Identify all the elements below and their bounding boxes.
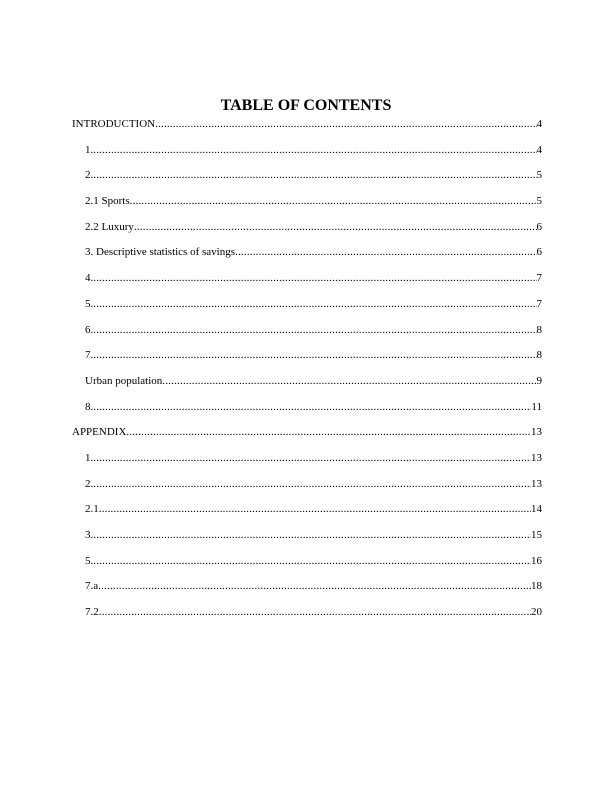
toc-entry-label: 4. xyxy=(85,272,94,285)
toc-page-number: 5 xyxy=(536,195,542,208)
toc-entry-label: 2. xyxy=(85,477,94,490)
toc-page-number: 20 xyxy=(531,606,542,619)
toc-page-number: 13 xyxy=(531,451,542,464)
toc-entry-label: 7.a xyxy=(85,580,99,593)
toc-page-number: 4 xyxy=(536,118,542,130)
toc-page-number: 6 xyxy=(536,246,542,259)
toc-dot-leader xyxy=(93,347,536,363)
toc-dot-leader xyxy=(93,476,531,492)
toc-entry-label: APPENDIX xyxy=(72,426,127,439)
toc-entry[interactable] xyxy=(72,501,542,527)
toc-page-number: 18 xyxy=(531,580,542,593)
toc-page-number: 7 xyxy=(536,297,542,310)
toc-list xyxy=(72,116,542,630)
toc-dot-leader xyxy=(93,296,536,312)
toc-entry[interactable] xyxy=(72,322,542,348)
toc-dot-leader xyxy=(93,322,536,338)
toc-entry-label: 1. xyxy=(85,451,94,464)
toc-entry-label: Urban population xyxy=(85,374,163,387)
toc-page-number: 7 xyxy=(536,272,542,285)
toc-dot-leader xyxy=(93,270,536,286)
toc-entry[interactable] xyxy=(72,116,542,142)
toc-dot-leader xyxy=(155,116,536,132)
toc-entry[interactable] xyxy=(72,578,542,604)
toc-page-number: 15 xyxy=(531,529,542,541)
toc-entry-label: 7. xyxy=(85,349,94,362)
toc-entry-label: INTRODUCTION xyxy=(72,118,156,130)
toc-entry-label: 5. xyxy=(85,554,94,567)
toc-page-number: 4 xyxy=(536,143,542,156)
toc-entry[interactable] xyxy=(72,450,542,476)
toc-page-number: 8 xyxy=(536,349,542,362)
toc-dot-leader xyxy=(130,193,537,209)
toc-entry-label: 2.2 Luxury xyxy=(85,220,134,233)
toc-entry-label: 2.1 Sports xyxy=(85,195,130,208)
toc-entry-label: 2. xyxy=(85,169,94,182)
toc-page-number: 14 xyxy=(531,503,542,516)
toc-entry-label: 8. xyxy=(85,400,94,413)
page-title: TABLE OF CONTENTS xyxy=(220,97,392,114)
toc-entry[interactable] xyxy=(72,399,542,425)
toc-entry[interactable] xyxy=(72,373,542,399)
toc-entry[interactable] xyxy=(72,296,542,322)
toc-entry-label: 5. xyxy=(85,297,94,310)
toc-dot-leader xyxy=(98,578,531,594)
toc-page-number: 5 xyxy=(536,169,542,182)
toc-entry[interactable] xyxy=(72,476,542,502)
toc-entry[interactable] xyxy=(72,219,542,245)
toc-entry-label: 1. xyxy=(85,143,94,156)
toc-dot-leader xyxy=(235,244,536,260)
toc-dot-leader xyxy=(93,450,531,466)
toc-entry[interactable] xyxy=(72,347,542,373)
toc-page-number: 11 xyxy=(531,400,542,413)
toc-dot-leader xyxy=(99,501,531,517)
toc-dot-leader xyxy=(93,553,531,569)
toc-dot-leader xyxy=(134,219,537,235)
toc-entry[interactable] xyxy=(72,553,542,579)
toc-page-number: 6 xyxy=(536,220,542,233)
toc-page-number: 13 xyxy=(531,426,542,439)
toc-page-number: 9 xyxy=(536,374,542,387)
toc-entry[interactable] xyxy=(72,167,542,193)
toc-dot-leader xyxy=(99,604,531,620)
toc-page-number: 16 xyxy=(531,554,542,567)
toc-dot-leader xyxy=(93,142,536,158)
toc-dot-leader xyxy=(93,399,531,415)
toc-entry[interactable] xyxy=(72,142,542,168)
toc-entry[interactable] xyxy=(72,604,542,630)
toc-entry[interactable] xyxy=(72,424,542,450)
toc-entry[interactable] xyxy=(72,270,542,296)
toc-entry[interactable] xyxy=(72,527,542,553)
toc-entry-label: 7.2 xyxy=(85,606,99,619)
toc-entry-label: 6. xyxy=(85,323,94,336)
toc-entry[interactable] xyxy=(72,244,542,270)
toc-entry[interactable] xyxy=(72,193,542,219)
toc-dot-leader xyxy=(162,373,536,389)
toc-entry-label: 3. Descriptive statistics of savings xyxy=(85,246,236,259)
toc-entry-label: 2.1 xyxy=(85,503,99,516)
toc-dot-leader xyxy=(126,424,531,440)
toc-page-number: 8 xyxy=(536,323,542,336)
toc-dot-leader xyxy=(93,527,531,543)
toc-page-number: 13 xyxy=(531,477,542,490)
toc-entry-label: 3. xyxy=(85,529,94,541)
toc-dot-leader xyxy=(93,167,536,183)
